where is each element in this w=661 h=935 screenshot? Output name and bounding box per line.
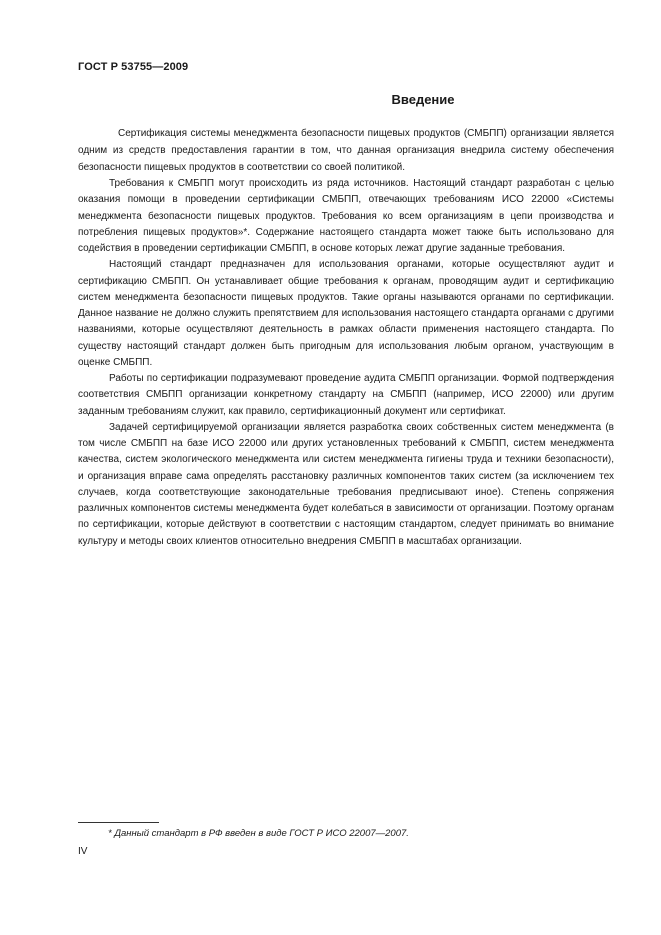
paragraph-3: Настоящий стандарт предназначен для использования органами, которые осуществляют аудит и сертификацию СМБПП. Он устанавливает общие требования к органам, проводящим аудит и сертификацию систем менеджмента безопасности пищевых продуктов. Такие органы называются органами по сертификации. Данное название не должно служить препятствием для использования настоящего стандарта органами с другими названиями, которые осуществляют деятельность в рамках области применения настоящего стандарта. По существу настоящий стандарт должен быть пригодным для использования любым органом, участвующим в оценке СМБПП. xyxy=(78,259,614,368)
page-number: IV xyxy=(78,846,88,857)
paragraph-1: Сертификация системы менеджмента безопасности пищевых продуктов (СМБПП) организации является одним из средств предоставления гарантии в том, что данная организация внедрила систему обеспечения безопасности пищевых продуктов в соответствии со своей политикой. xyxy=(78,128,614,173)
section-title xyxy=(78,92,614,107)
paragraph-2: Требования к СМБПП могут происходить из ряда источников. Настоящий стандарт разработан с целью оказания помощи в проведении сертификации СМБПП, отвечающих требованиям ИСО 22000 «Системы менеджмента безопасности пищевых продуктов. Требования ко всем организациям в цепи производства и потребления пищевых продуктов»*. Содержание настоящего стандарта может также быть использовано для содействия в проведении сертификации СМБПП, в основе которых лежат другие заданные требования. xyxy=(78,178,614,254)
footnote-divider xyxy=(78,822,159,823)
paragraph-4: Работы по сертификации подразумевают проведение аудита СМБПП организации. Формой подтверждения соответствия СМБПП организации конкретному стандарту на СМБПП (например, ИСО 22000) или другим заданным требованиям служит, как правило, сертификационный документ или сертификат. xyxy=(78,373,614,417)
paragraph-5: Задачей сертифицируемой организации является разработка своих собственных систем менеджмента (в том числе СМБПП на базе ИСО 22000 или других установленных требований к СМБПП, систем менеджмента качества, систем экологического менеджмента или систем менеджмента гигиены труда и техники безопасности), и организация вправе сама определять расстановку различных компонентов таких систем (за исключением тех случаев, когда соответствующие законодательные требования предписывают иное). Степень сопряжения различных компонентов системы менеджмента будет колебаться в зависимости от организации. Поэтому органам по сертификации, которые действуют в соответствии с настоящим стандартом, следует принимать во внимание культуру и методы своих клиентов относительно внедрения СМБПП в масштабах организации. xyxy=(78,421,614,547)
document-code: ГОСТ Р 53755—2009 xyxy=(78,61,189,73)
section-title-text: Введение xyxy=(391,92,455,107)
introduction-text xyxy=(78,125,614,550)
footnote: * Данный стандарт в РФ введен в виде ГОСТ Р ИСО 22007—2007. xyxy=(108,828,409,839)
